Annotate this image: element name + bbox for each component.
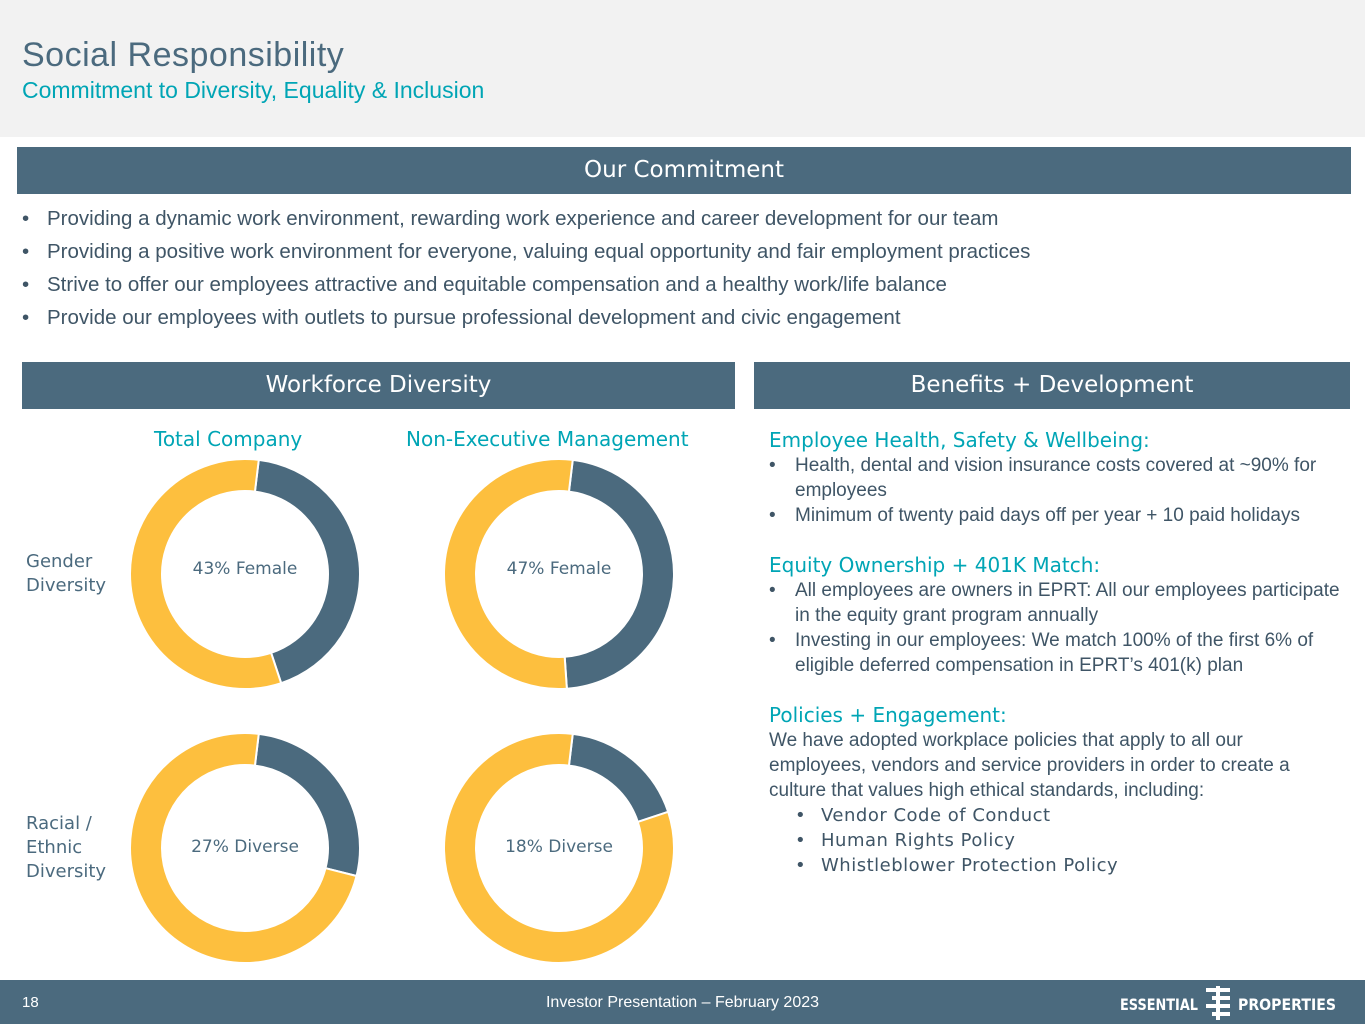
bullet-icon: • <box>22 306 30 329</box>
logo-mark-icon <box>1206 986 1230 1020</box>
logo-text-left: ESSENTIAL <box>1120 995 1198 1014</box>
commitment-list <box>22 204 1030 336</box>
bullet-icon: • <box>769 455 776 476</box>
bullet-icon: • <box>769 630 776 651</box>
column-non-executive: Non-Executive Management <box>406 427 689 451</box>
donut-chart-total-racial <box>130 733 360 963</box>
bullet-icon: • <box>795 855 807 876</box>
benefits-heading: Benefits + Development <box>754 362 1350 409</box>
bullet-icon: • <box>769 580 776 601</box>
donut-chart-total-gender <box>130 459 360 689</box>
list-item: • Providing a dynamic work environment, rewarding work experience and career development for our team <box>22 204 1030 237</box>
list-item: • Vendor Code of Conduct <box>795 805 1051 826</box>
donut-slice-highlight <box>569 734 668 822</box>
page-subtitle: Commitment to Diversity, Equality & Inclusion <box>22 77 485 103</box>
row-label-gender: Gender Diversity <box>26 551 107 596</box>
benefits-panel <box>769 427 1344 878</box>
policies-text: We have adopted workplace policies that apply to all our employees, vendors and service providers in order to create a culture that values high ethical standards, including: <box>769 730 1290 801</box>
column-total-company: Total Company <box>154 427 303 451</box>
health-list <box>769 453 1344 528</box>
bullet-icon: • <box>795 805 807 826</box>
bullet-icon: • <box>22 207 30 230</box>
policies-title: Policies + Engagement: <box>769 703 1007 727</box>
donut-label: 43% Female <box>192 559 298 579</box>
policies-list <box>769 803 1344 878</box>
list-item: • All employees are owners in EPRT: All our employees participate in the equity grant program annually <box>769 580 1340 626</box>
equity-title: Equity Ownership + 401K Match: <box>769 553 1101 577</box>
commitment-heading: Our Commitment <box>17 147 1351 194</box>
workforce-heading: Workforce Diversity <box>22 362 735 409</box>
logo-text-right: PROPERTIES <box>1238 995 1336 1014</box>
footer-title: Investor Presentation – February 2023 <box>545 994 820 1011</box>
list-item: • Minimum of twenty paid days off per year + 10 paid holidays <box>769 505 1301 526</box>
list-item: • Investing in our employees: We match 100% of the first 6% of eligible deferred compensation in EPRT’s 401(k) plan <box>769 630 1314 676</box>
donut-label: 47% Female <box>506 559 612 579</box>
list-item: • Human Rights Policy <box>795 830 1016 851</box>
bullet-icon: • <box>769 505 776 526</box>
bullet-icon: • <box>22 240 30 263</box>
donut-label: 18% Diverse <box>505 837 613 857</box>
list-item: • Providing a positive work environment for everyone, valuing equal opportunity and fair employment practices <box>22 237 1030 270</box>
donut-chart-nonexec-gender <box>444 459 674 689</box>
list-item: • Health, dental and vision insurance costs covered at ~90% for employees <box>769 455 1317 501</box>
essential-properties-logo <box>1120 986 1340 1020</box>
bullet-icon: • <box>22 273 30 296</box>
list-item: • Strive to offer our employees attractive and equitable compensation and a healthy work/life balance <box>22 270 1030 303</box>
donut-chart-nonexec-racial <box>444 733 674 963</box>
bullet-icon: • <box>795 830 807 851</box>
row-label-racial: Racial / Ethnic Diversity <box>26 813 107 882</box>
donut-label: 27% Diverse <box>191 837 299 857</box>
page-title: Social Responsibility <box>22 36 345 74</box>
footer-bar <box>0 980 1365 1024</box>
health-title: Employee Health, Safety & Wellbeing: <box>769 428 1150 452</box>
list-item: • Whistleblower Protection Policy <box>795 855 1119 876</box>
equity-list <box>769 578 1344 678</box>
page-number: 18 <box>22 994 39 1011</box>
list-item: • Provide our employees with outlets to pursue professional development and civic engagement <box>22 303 1030 336</box>
